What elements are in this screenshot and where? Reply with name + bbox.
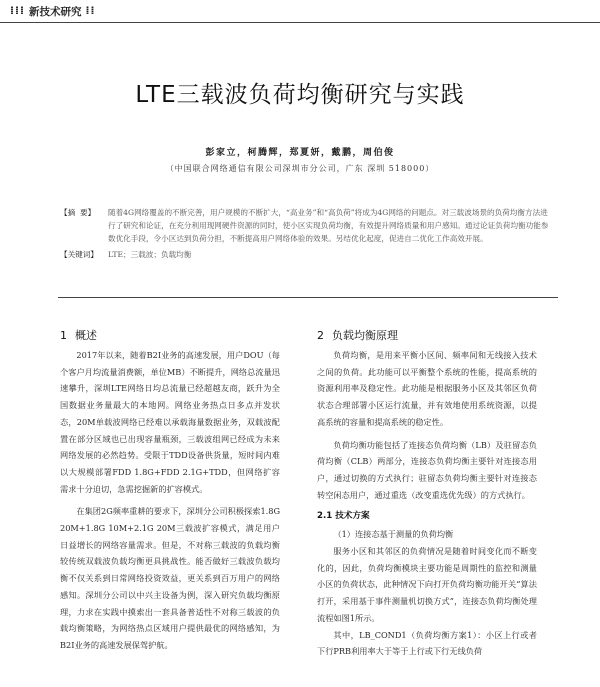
section-2-title: 负载均衡原理 xyxy=(332,329,398,342)
abstract-divider xyxy=(58,297,558,298)
journal-header xyxy=(0,0,600,22)
abstract-label: 【摘 要】 xyxy=(60,208,96,217)
keywords-row xyxy=(60,248,555,261)
section-2-paragraph: 负荷均衡功能包括了连接态负荷均衡（LB）及驻留态负荷均衡（CLB）两部分，连接态负荷均衡主要针对连接态用户，通过切换的方式执行；驻留态负荷均衡主要针对连接态转空闲态用户，通过重选（改变重选优先级）的方式执行。 xyxy=(317,439,537,500)
header-column-name: 新技术研究 xyxy=(28,5,82,18)
left-column xyxy=(60,327,280,654)
abstract-text: 随着4G网络覆盖的不断完善，用户规模的不断扩大，“高业务”和“高负荷”将成为4G网络的问题点。对三载波场景的负荷均衡方法进行了研究和论证，在充分利用现网硬件资源的同时，使小区实现负荷均衡，有效提升网络质量和用户感知。通过论证负荷均衡功能参数优化手段，令小区达到负荷分担，不断提高用户网络体验的效果。另结优化起度，促进自二优化工作高效开展。 xyxy=(108,208,549,243)
subsection-paragraph: 服务小区和其邻区的负荷情况是随着时间变化而不断变化的，因此，负荷均衡模块主要功能是周期性的监控和测量小区的负荷状态，此种情况下向打开负荷均衡功能开关“算法打开，采用基于事件测量机切换方式”，连接态负荷均衡处理流程如图1所示。 xyxy=(317,546,537,623)
abstract-block xyxy=(60,206,555,261)
section-1-paragraph: 2017年以来，随着B2I业务的高速发展，用户DOU（每个客户月均流量消费额，单位MB）不断提升，网络总流量迅速攀升，深圳LTE网络日均总流量已经超越友商，跃升为全国数据业务量最大的本地网。网络业务热点日多点并发状态，20M单载波网络已经难以承载海量数据业务，双载波配置在部分区域也已出现容量瓶颈，三载波组网已经成为未来网络发展的必然趋势。受限于TDD设备供货量，短时间内难以大规模部署FDD 1.8G+FDD 2.1G+TDD，但网络扩容需求十分迫切，急需挖掘新的扩容模式。 xyxy=(60,350,280,494)
header-right-marks: ⁞⁞ xyxy=(85,5,96,17)
header-divider xyxy=(0,22,600,23)
paper-affiliation: （中国联合网络通信有限公司深圳市分公司，广东 深圳 518000） xyxy=(165,164,435,173)
paper-authors: 彭家立，柯腾辉，郑夏妍，戴鹏，周伯俊 xyxy=(205,148,395,158)
section-2-paragraph: 负荷均衡，是用来平衡小区间、频率间和无线接入技术之间的负荷。此功能可以平衡整个系统的性能，提高系统的资源利用率及稳定性。此功能是根据服务小区及其邻区负荷状态合理部署小区运行流量，并有效地使用系统资源，以提高系统的容量和提高系统的稳定性。 xyxy=(317,350,537,427)
paper-title: LTE三载波负荷均衡研究与实践 xyxy=(135,82,465,108)
section-2-heading xyxy=(317,327,537,345)
right-column xyxy=(317,327,537,660)
section-2-number: 2 xyxy=(317,329,324,342)
subsection-item: （1）连接态基于测量的负荷均衡 xyxy=(333,529,454,540)
subsection-2-1-heading: 2.1 技术方案 xyxy=(317,511,370,522)
section-1-number: 1 xyxy=(60,329,67,342)
abstract-row xyxy=(60,206,555,245)
header-left-marks: ⁞⁞⁞ xyxy=(10,5,25,17)
section-1-heading xyxy=(60,327,280,345)
section-1-title: 概述 xyxy=(75,329,97,342)
keywords-label: 【关键词】 xyxy=(60,250,98,259)
section-1-paragraph: 在集团2G频率重耕的要求下，深圳分公司积极探索1.8G 20M+1.8G 10M+2.1G 20M三载波扩容模式，满足用户日益增长的网络容量需求。但是，不对称三载波的负载均衡较传统双载波负载均衡更具挑战性。能否做好三载波负载均衡不仅关系到日常网络投资效益，更关系到百万用户的网络感知。深圳分公司以中兴主设备为例，深入研究负载均衡原理，力求在实践中摸索出一套具备普适性不对称三载波的负载均衡策略，为网络热点区域用户提供最优的网络感知，为B2I业务的高速发展保驾护航。 xyxy=(60,506,280,650)
subsection-paragraph: 其中，LB_COND1（负荷均衡方案1）：小区上行或者下行PRB利用率大于等于上行或下行无线负荷 xyxy=(317,629,537,657)
keywords-text: LTE；三载波；负载均衡 xyxy=(108,250,192,259)
